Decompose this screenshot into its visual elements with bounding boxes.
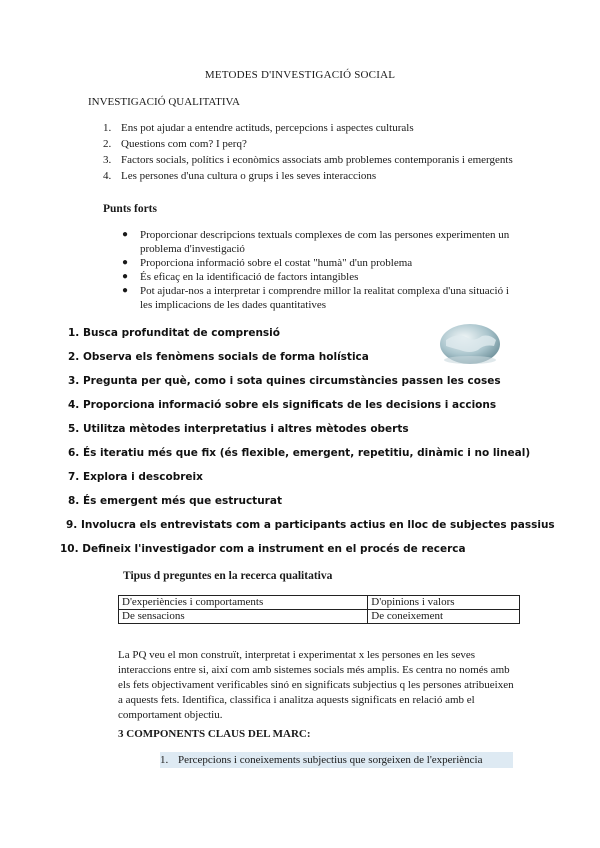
pq-paragraph: La PQ veu el mon construït, interpretat i experimentat x les persones en les seves interaccions entre si, així com amb sistemes socials més amplis. Es centra no només amb els fets objectivament verificables sinó en significats subjectius q les persones atribueixen a aquests fets. Identifica, classifica i analitza aquests significats en relació amb el comportament objectiu. — [118, 649, 514, 721]
components-heading: 3 COMPONENTS CLAUS DEL MARC: — [118, 728, 311, 740]
slide-number: 4. — [68, 399, 80, 411]
bullet-text: Pot ajudar-nos a interpretar i comprendre millor la realitat complexa d'una situació i les implicacions de les dades quantitatives — [140, 285, 509, 311]
bullet-item — [120, 256, 520, 270]
list-item — [103, 169, 523, 183]
bullet-icon: ● — [122, 271, 129, 282]
slide-text: Busca profunditat de comprensió — [82, 327, 280, 339]
slide-item — [68, 373, 508, 397]
numbered-list — [103, 121, 523, 185]
bullet-item — [120, 270, 520, 284]
slide-number: 6. — [68, 447, 80, 459]
bullet-item — [120, 284, 520, 312]
bullet-icon: ● — [122, 229, 129, 240]
slide-item — [68, 349, 508, 373]
bullet-text: Proporciona informació sobre el costat "humà" d'un problema — [140, 257, 413, 269]
list-number: 4. — [103, 170, 112, 182]
slide-text: Involucra els entrevistats com a participants actius en lloc de subjectes passius — [80, 519, 555, 531]
list-text: Factors socials, polítics i econòmics associats amb problemes contemporanis i emergents — [121, 154, 513, 166]
list-item — [103, 137, 523, 151]
strengths-list — [120, 228, 520, 312]
components-list — [160, 752, 513, 768]
question-types-table — [118, 595, 520, 624]
table-row — [119, 610, 520, 624]
slide-text: Pregunta per què, como i sota quines circumstàncies passen les coses — [82, 375, 501, 387]
slide-list — [60, 325, 555, 565]
slide-number: 9. — [66, 519, 78, 531]
bullet-item — [120, 228, 520, 256]
slide-item — [68, 397, 508, 421]
slide-item — [66, 517, 555, 541]
slide-text: Defineix l'investigador com a instrument en el procés de recerca — [82, 543, 466, 555]
list-text: Questions com com? I perq? — [121, 138, 247, 150]
section-title: INVESTIGACIÓ QUALITATIVA — [88, 96, 240, 108]
slide-item — [68, 445, 531, 469]
bullet-icon: ● — [122, 257, 129, 268]
bullet-text: És eficaç en la identificació de factors intangibles — [140, 271, 359, 283]
bullet-icon: ● — [122, 285, 129, 296]
table-row — [119, 596, 520, 610]
table-cell: De coneixement — [368, 610, 520, 624]
list-number: 2. — [103, 138, 112, 150]
slide-item — [60, 541, 508, 565]
document-title: METODES D'INVESTIGACIÓ SOCIAL — [204, 69, 396, 81]
slide-number: 10. — [60, 543, 79, 555]
slide-number: 5. — [68, 423, 80, 435]
table-cell: De sensacions — [119, 610, 368, 624]
table-cell: D'opinions i valors — [368, 596, 520, 610]
slide-number: 8. — [68, 495, 80, 507]
slide-number: 7. — [68, 471, 80, 483]
list-item — [103, 121, 523, 135]
slide-item — [68, 493, 508, 517]
list-item — [160, 752, 513, 768]
list-number: 1. — [160, 754, 169, 766]
table-cell: D'experiències i comportaments — [119, 596, 368, 610]
slide-text: És emergent més que estructurat — [82, 495, 282, 507]
bullet-text: Proporcionar descripcions textuals complexes de com las persones experimenten un problema d'investigació — [140, 229, 510, 255]
question-types-heading: Tipus d preguntes en la recerca qualitativa — [123, 570, 333, 582]
list-text: Ens pot ajudar a entendre actituds, percepcions i aspectes culturals — [121, 122, 414, 134]
slide-number: 1. — [68, 327, 80, 339]
slide-item — [68, 421, 508, 445]
slide-text: Observa els fenòmens socials de forma holística — [82, 351, 369, 363]
slide-text: Explora i descobreix — [82, 471, 203, 483]
slide-text: És iteratiu més que fix (és flexible, emergent, repetitiu, dinàmic i no lineal) — [82, 447, 531, 459]
list-text: Les persones d'una cultura o grups i les seves interaccions — [121, 170, 377, 182]
slide-text: Proporciona informació sobre els significats de les decisions i accions — [82, 399, 497, 411]
list-text: Percepcions i coneixements subjectius que sorgeixen de l'experiència — [178, 754, 483, 766]
slide-text: Utilitza mètodes interpretatius i altres mètodes oberts — [82, 423, 409, 435]
slide-item — [68, 325, 508, 349]
list-item — [103, 153, 523, 167]
slide-number: 2. — [68, 351, 80, 363]
list-number: 3. — [103, 154, 112, 166]
slide-number: 3. — [68, 375, 80, 387]
slide-item — [68, 469, 508, 493]
strengths-heading: Punts forts — [103, 203, 157, 215]
list-number: 1. — [103, 122, 112, 134]
